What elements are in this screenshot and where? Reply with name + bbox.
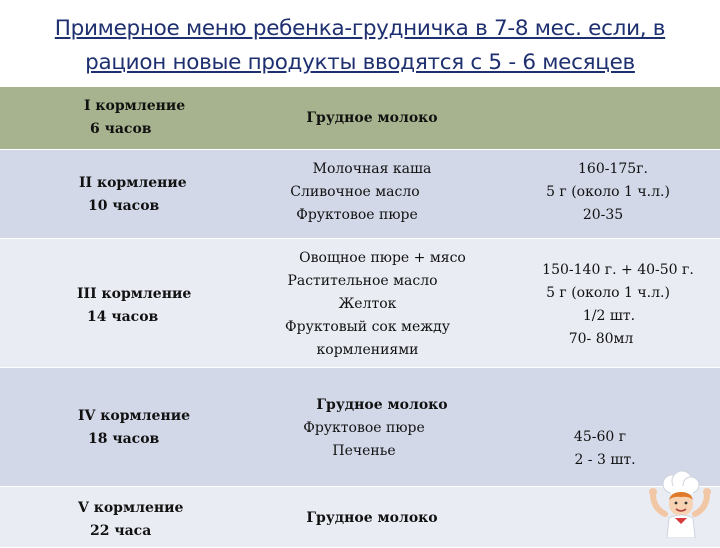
food-item: Молочная каша: [312, 161, 432, 177]
amount-item: 150-140 г. + 40-50 г.: [542, 262, 694, 278]
food-item: Сливочное масло: [290, 184, 420, 200]
foods-cell: [272, 107, 472, 130]
food-item: кормлениями: [316, 342, 419, 358]
feeding-label: [84, 95, 185, 141]
chef-child-illustration: [645, 470, 715, 538]
food-item: Печенье: [332, 443, 396, 459]
food-item: Фруктовое пюре: [303, 420, 425, 436]
amount-item: 160-175г.: [578, 161, 648, 177]
table-row: [0, 487, 720, 548]
foods-cell: [262, 394, 462, 463]
head: [669, 492, 693, 516]
foods-cell: [250, 158, 460, 227]
table-row: [0, 239, 720, 368]
amounts-cell: [520, 158, 696, 227]
page-title: [0, 12, 720, 80]
foods-cell: [272, 507, 472, 530]
food-item: Грудное молоко: [316, 397, 448, 413]
title-line-1: Примерное меню ребенка-грудничка в 7-8 мес. если, в: [54, 16, 666, 41]
table-row: [0, 368, 720, 487]
table-row: [0, 87, 720, 150]
title-line-2: рацион новые продукты вводятся с 5 - 6 месяцев: [85, 50, 635, 75]
amount-item: 5 г (около 1 ч.л.): [546, 285, 670, 301]
feeding-time: 14 часов: [87, 309, 159, 325]
feeding-label: [78, 497, 183, 543]
amount-item: 2 - 3 шт.: [574, 452, 636, 468]
food-item: Растительное масло: [287, 273, 438, 289]
food-item: Фруктовый сок между: [285, 319, 450, 335]
food-item: Грудное молоко: [306, 110, 438, 126]
feeding-number: IV кормление: [78, 408, 190, 424]
chef-hat: [663, 471, 699, 494]
body: [667, 515, 695, 538]
feeding-menu-table: [0, 87, 720, 548]
feeding-time: 10 часов: [88, 198, 160, 214]
right-arm: [695, 488, 711, 514]
food-item: Желток: [338, 296, 397, 312]
left-arm: [649, 488, 665, 514]
feeding-time: 18 часов: [88, 431, 160, 447]
feeding-number: V кормление: [78, 500, 184, 516]
food-item: Фруктовое пюре: [296, 207, 418, 223]
feeding-time: 6 часов: [90, 121, 152, 137]
food-item: Грудное молоко: [306, 510, 438, 526]
feeding-number: I кормление: [84, 98, 186, 114]
amounts-cell: [520, 259, 696, 351]
amount-item: 5 г (около 1 ч.л.): [546, 184, 670, 200]
food-item: Овощное пюре + мясо: [299, 250, 466, 266]
table-row: [0, 150, 720, 239]
feeding-label: [77, 283, 191, 329]
feeding-number: II кормление: [79, 175, 187, 191]
amount-item: 1/2 шт.: [582, 308, 636, 324]
foods-cell: [255, 247, 480, 362]
feeding-time: 22 часа: [90, 523, 152, 539]
amount-item: 70- 80мл: [568, 331, 634, 347]
amount-item: 45-60 г: [573, 429, 627, 445]
amount-item: 20-35: [582, 207, 624, 223]
feeding-label: [79, 172, 187, 218]
feeding-number: III кормление: [77, 286, 192, 302]
feeding-label: [78, 405, 190, 451]
amounts-cell: [520, 426, 680, 472]
